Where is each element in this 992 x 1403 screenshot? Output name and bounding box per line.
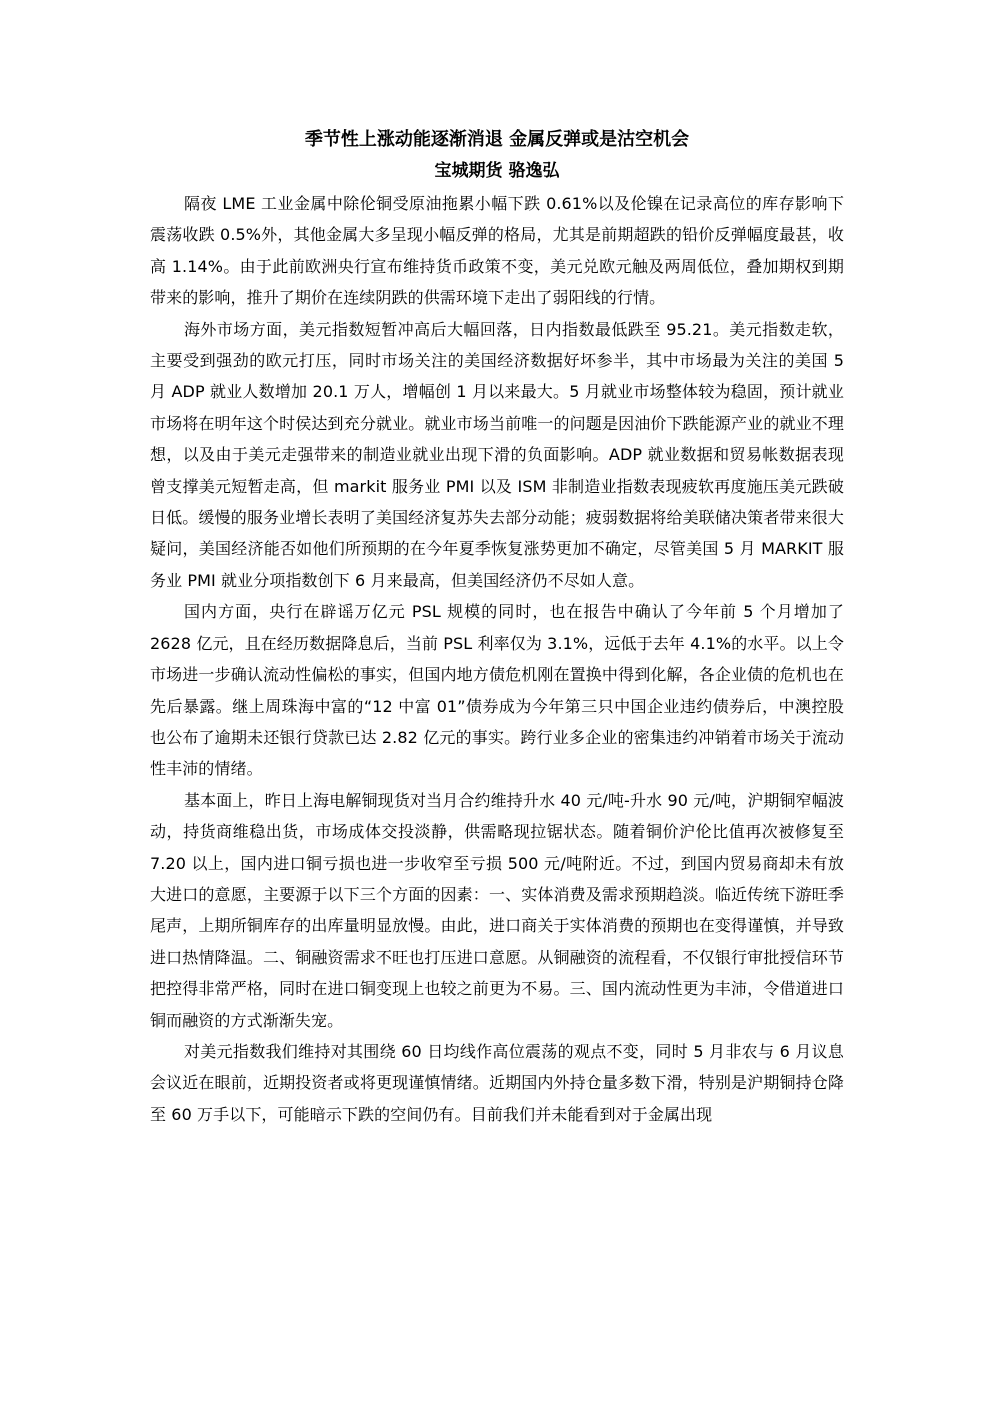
paragraph-5: 对美元指数我们维持对其围绕 60 日均线作高位震荡的观点不变，同时 5 月非农与 6 月议息会议近在眼前，近期投资者或将更现谨慎情绪。近期国内外持仓量多数下滑，特别是沪期铜持仓降至 60 万手以下，可能暗示下跌的空间仍有。目前我们并未能看到对于金属出现 (150, 1041, 844, 1124)
paragraph-4: 基本面上，昨日上海电解铜现货对当月合约维持升水 40 元/吨-升水 90 元/吨，沪期铜窄幅波动，持货商维稳出货，市场成体交投淡静，供需略现拉锯状态。随着铜价沪伦比值再次被修复至 7.20 以上，国内进口铜亏损也进一步收窄至亏损 500 元/吨附近。不过，到国内贸易商却未有放大进口的意愿，主要源于以下三个方面的因素：一、实体消费及需求预期趋淡。临近传统下游旺季尾声，上期所铜库存的出库量明显放慢。由此，进口商关于实体消费的预期也在变得谨慎，并导致进口热情降温。二、铜融资需求不旺也打压进口意愿。从铜融资的流程看，不仅银行审批授信环节把控得非常严格，同时在进口铜变现上也较之前更为不易。三、国内流动性更为丰沛，令借道进口铜而融资的方式渐渐失宠。 (150, 790, 844, 1030)
paragraph-3: 国内方面，央行在辟谣万亿元 PSL 规模的同时，也在报告中确认了今年前 5 个月增加了 2628 亿元，且在经历数据降息后，当前 PSL 利率仅为 3.1%，远低于去年 4.1%的水平。以上令市场进一步确认流动性偏松的事实，但国内地方债危机刚在置换中得到化解，各企业债的危机也在先后暴露。继上周珠海中富的“12 中富 01”债券成为今年第三只中国企业违约债券后，中澳控股也公布了逾期未还银行贷款已达 2.82 亿元的事实。跨行业多企业的密集违约冲销着市场关于流动性丰沛的情绪。 (150, 602, 844, 779)
paragraph-2: 海外市场方面，美元指数短暂冲高后大幅回落，日内指数最低跌至 95.21。美元指数走软，主要受到强劲的欧元打压，同时市场关注的美国经济数据好坏参半，其中市场最为关注的美国 5 月 ADP 就业人数增加 20.1 万人，增幅创 1 月以来最大。5 月就业市场整体较为稳固，预计就业市场将在明年这个时侯达到充分就业。就业市场当前唯一的问题是因油价下跌能源产业的就业不理想，以及由于美元走强带来的制造业就业出现下滑的负面影响。ADP 就业数据和贸易帐数据表现曾支撑美元短暂走高，但 markit 服务业 PMI 以及 ISM 非制造业指数表现疲软再度施压美元跌破日低。缓慢的服务业增长表明了美国经济复苏失去部分动能；疲弱数据将给美联储决策者带来很大疑问，美国经济能否如他们所预期的在今年夏季恢复涨势更加不确定，尽管美国 5 月 MARKIT 服务业 PMI 就业分项指数创下 6 月来最高，但美国经济仍不尽如人意。 (150, 319, 844, 590)
author-byline: 宝城期货 骆逸弘 (434, 161, 560, 181)
document-title: 季节性上涨动能逐渐消退 金属反弹或是沽空机会 (304, 129, 690, 150)
document-body (150, 124, 844, 1130)
paragraph-1: 隔夜 LME 工业金属中除伦铜受原油拖累小幅下跌 0.61%以及伦镍在记录高位的库存影响下震荡收跌 0.5%外，其他金属大多呈现小幅反弹的格局，尤其是前期超跌的铅价反弹幅度最甚，收高 1.14%。由于此前欧洲央行宣布维持货币政策不变，美元兑欧元触及两周低位，叠加期权到期带来的影响，推升了期价在连续阴跌的供需环境下走出了弱阳线的行情。 (150, 194, 844, 308)
